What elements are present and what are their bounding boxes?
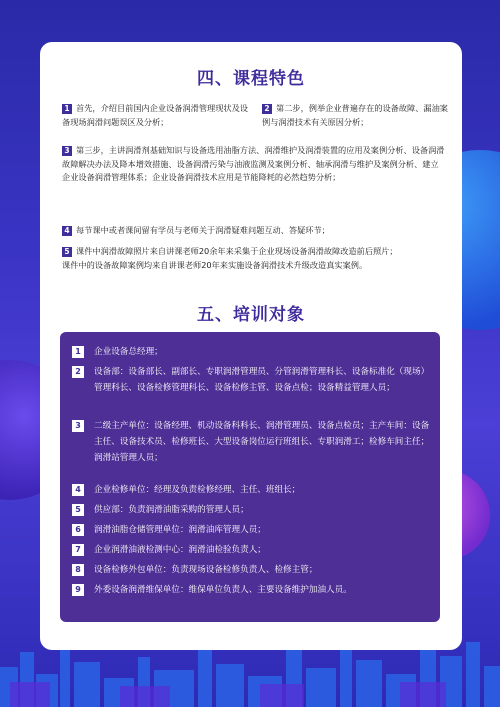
section-title: 五、培训对象 — [197, 305, 305, 325]
item-number: 5 — [62, 247, 72, 257]
item-text: 第二步，例举企业普遍存在的设备故障、漏油案例与润滑技术有关原因分析； — [262, 103, 448, 127]
audience-item — [72, 482, 432, 498]
item-text: 润滑油脂仓储管理单位：润滑油库管理人员； — [94, 525, 266, 535]
audience-item — [72, 582, 432, 598]
item-text: 外委设备润滑维保单位：维保单位负责人、主要设备维护加油人员。 — [94, 585, 352, 595]
item-number: 8 — [72, 564, 84, 576]
item-text-continued: 课件中的设备故障案例均来自讲课老师20年来实施设备润滑技术升级改造真实案例。 — [62, 259, 368, 270]
audience-item — [72, 364, 432, 396]
audience-item — [72, 522, 432, 538]
feature-item — [262, 102, 452, 129]
item-text: 供应部：负责润滑油脂采购的管理人员； — [94, 505, 249, 515]
item-text: 设备检修外包单位：负责现场设备检修负责人、检修主管； — [94, 565, 318, 575]
section-title: 四、课程特色 — [197, 69, 305, 89]
feature-item — [62, 144, 446, 185]
content-card — [40, 42, 462, 650]
item-text: 二级主产单位：设备经理、机动设备科科长、润滑管理员、设备点检员；主产车间：设备主任、设备技术员、检修班长、大型设备岗位运行班组长、专职润滑工；检修车间主任；润滑站管理人员； — [94, 421, 430, 463]
item-text: 每节课中或者课间留有学员与老师关于润滑疑难问题互动、答疑环节； — [76, 225, 330, 235]
audience-panel — [60, 332, 440, 622]
item-number: 3 — [62, 146, 72, 156]
feature-item — [62, 245, 446, 272]
item-number: 2 — [72, 366, 84, 378]
audience-item — [72, 418, 432, 466]
item-number: 4 — [62, 226, 72, 236]
item-number: 2 — [262, 104, 272, 114]
audience-item — [72, 502, 432, 518]
item-text: 企业润滑油液检测中心：润滑油检验负责人； — [94, 545, 266, 555]
feature-item — [62, 102, 252, 129]
item-text: 企业检修单位：经理及负责检修经理、主任、班组长； — [94, 485, 301, 495]
item-number: 4 — [72, 484, 84, 496]
item-text: 课件中润滑故障照片来自讲课老师20余年来采集于企业现场设备润滑故障改造前后照片； — [76, 246, 398, 256]
item-text: 企业设备总经理； — [94, 347, 163, 357]
item-number: 6 — [72, 524, 84, 536]
feature-item — [62, 224, 446, 238]
item-text: 首先，介绍目前国内企业设备润滑管理现状及设备现场润滑问题误区及分析； — [62, 103, 248, 127]
item-number: 7 — [72, 544, 84, 556]
item-number: 1 — [72, 346, 84, 358]
item-number: 1 — [62, 104, 72, 114]
item-number: 3 — [72, 420, 84, 432]
item-text: 设备部：设备部长、副部长、专职润滑管理员、分管润滑管理科长、设备标准化（现场）管理科长、设备检修管理科长、设备检修主管、设备点检；设备精益管理人员； — [94, 367, 430, 393]
audience-item — [72, 542, 432, 558]
item-text: 第三步，主讲润滑剂基础知识与设备选用油脂方法、润滑维护及润滑装置的应用及案例分析、设备润滑故障解决办法及降本增效措施、设备润滑污染与油液监测及案例分析、轴承润滑与维护及案例分析、建立企业设备润滑管理体系；企业设备润滑技术应用是节能降耗的必然趋势分析； — [62, 145, 445, 182]
audience-item — [72, 562, 432, 578]
item-number: 9 — [72, 584, 84, 596]
audience-item — [72, 344, 432, 360]
item-number: 5 — [72, 504, 84, 516]
